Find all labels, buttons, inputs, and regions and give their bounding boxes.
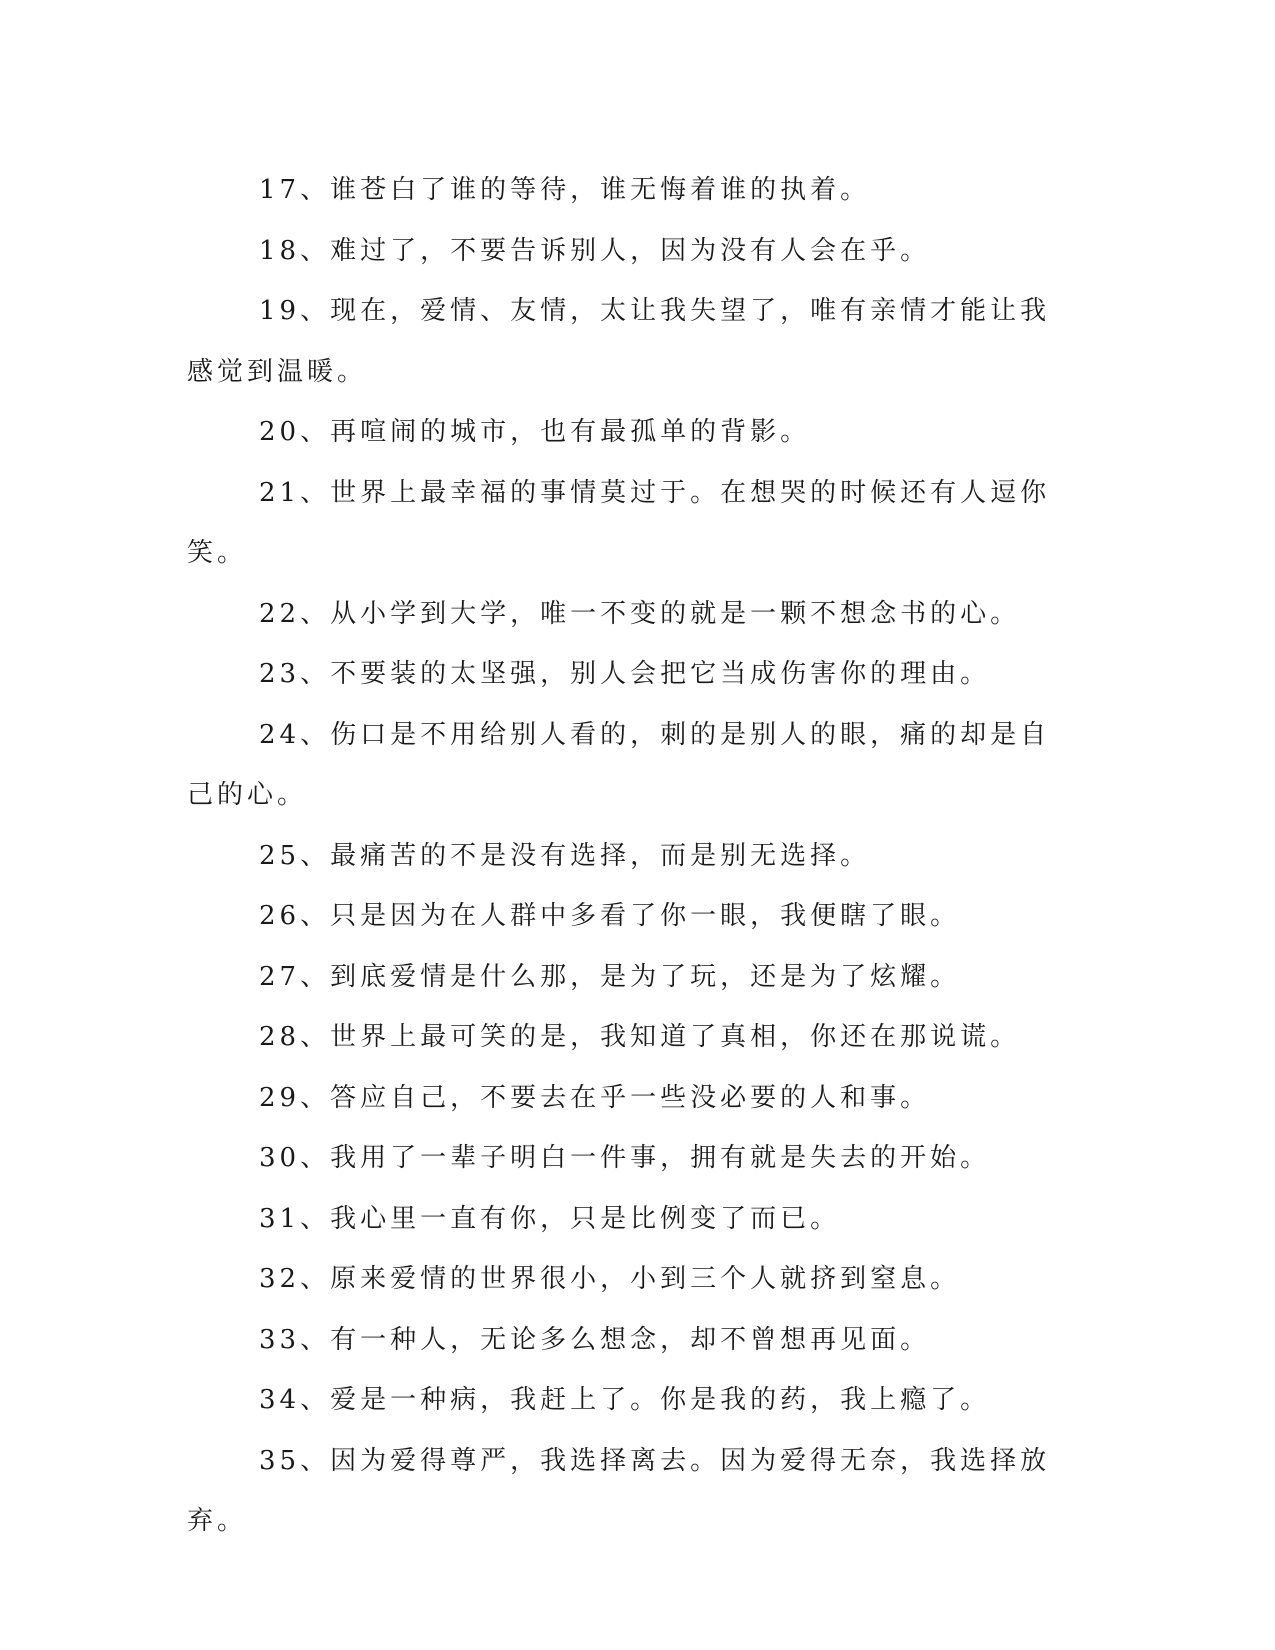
paragraph: 26、只是因为在人群中多看了你一眼，我便瞎了眼。	[259, 901, 961, 931]
paragraph: 31、我心里一直有你，只是比例变了而已。	[259, 1203, 841, 1234]
paragraph: 28、世界上最可笑的是，我知道了真相，你还在那说谎。	[259, 1022, 1021, 1052]
paragraph: 19、现在，爱情、友情，太让我失望了，唯有亲情才能让我感觉到温暖。	[187, 296, 1051, 387]
document-body	[187, 160, 1067, 1552]
paragraph: 32、原来爱情的世界很小，小到三个人就挤到窒息。	[259, 1264, 961, 1294]
paragraph: 25、最痛苦的不是没有选择，而是别无选择。	[259, 840, 871, 871]
paragraph: 18、难过了，不要告诉别人，因为没有人会在乎。	[259, 235, 931, 266]
paragraph: 23、不要装的太坚强，别人会把它当成伤害你的理由。	[259, 659, 991, 689]
paragraph: 22、从小学到大学，唯一不变的就是一颗不想念书的心。	[259, 598, 1021, 629]
paragraph: 21、世界上最幸福的事情莫过于。在想哭的时候还有人逗你笑。	[187, 477, 1051, 568]
paragraph: 35、因为爱得尊严，我选择离去。因为爱得无奈，我选择放弃。	[187, 1445, 1051, 1536]
paragraph: 34、爱是一种病，我赶上了。你是我的药，我上瘾了。	[259, 1385, 991, 1415]
paragraph: 17、谁苍白了谁的等待，谁无悔着谁的执着。	[259, 175, 871, 205]
paragraph: 30、我用了一辈子明白一件事，拥有就是失去的开始。	[259, 1143, 991, 1173]
paragraph: 27、到底爱情是什么那，是为了玩，还是为了炫耀。	[259, 961, 961, 992]
paragraph: 29、答应自己，不要去在乎一些没必要的人和事。	[259, 1082, 931, 1113]
paragraph: 33、有一种人，无论多么想念，却不曾想再见面。	[259, 1324, 931, 1355]
paragraph: 24、伤口是不用给别人看的，刺的是别人的眼，痛的却是自己的心。	[187, 719, 1051, 810]
paragraph: 20、再喧闹的城市，也有最孤单的背影。	[259, 417, 811, 447]
